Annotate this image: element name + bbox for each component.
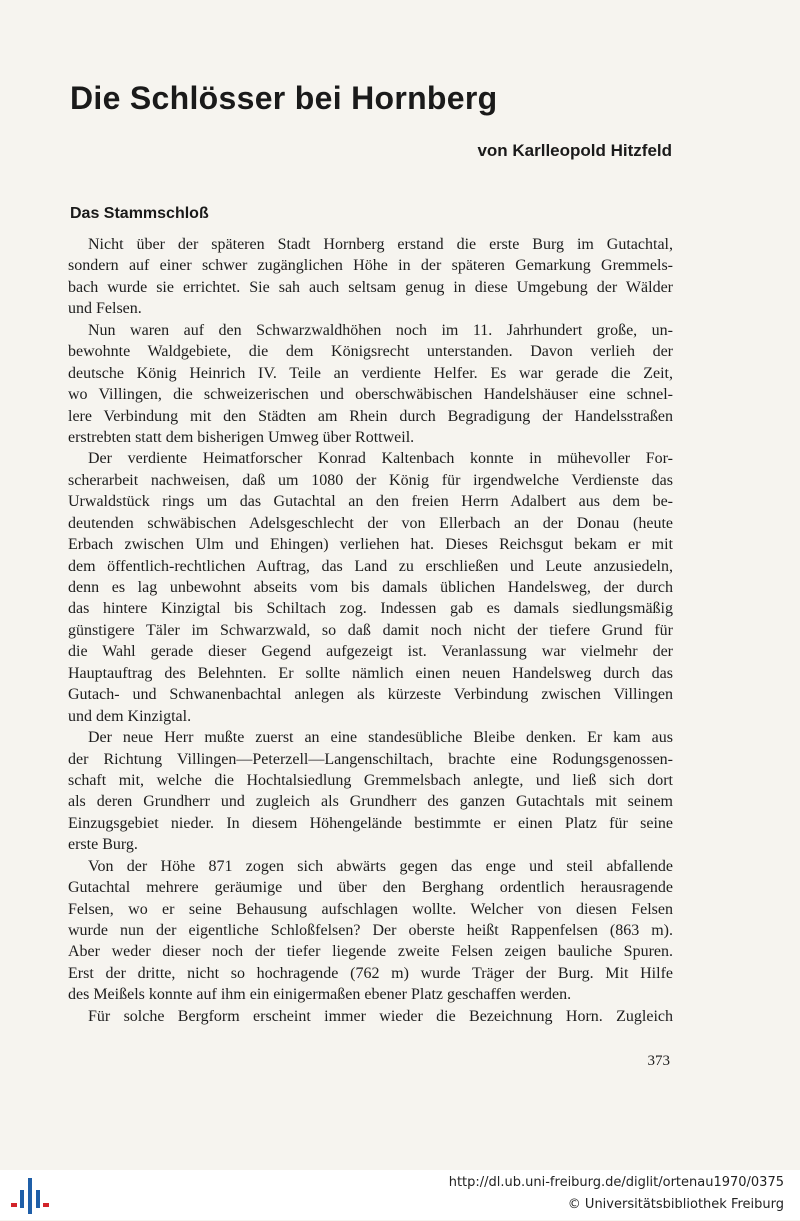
section-heading: Das Stammschloß bbox=[70, 205, 209, 222]
text-line: Für solche Bergform erscheint immer wieder die Bezeichnung Horn. Zugleich bbox=[88, 1007, 673, 1025]
text-line: bach wurde sie errichtet. Sie sah auch seltsam genug in diese Umgebung der Wälder bbox=[68, 278, 673, 296]
text-line: Felsen, wo er seine Behausung aufschlagen wollte. Welcher von diesen Felsen bbox=[68, 900, 673, 918]
text-line: wo Villingen, die schweizerischen und oberschwäbischen Handelshäuser eine schnel- bbox=[68, 386, 673, 404]
article-author: von Karlleopold Hitzfeld bbox=[477, 141, 672, 160]
text-line: wurde nun der eigentliche Schloßfelsen? Der oberste heißt Rappenfelsen (863 m). bbox=[68, 922, 673, 939]
text-line: Gutach- und Schwanenbachtal anlegen als kürzeste Verbindung zwischen Villingen bbox=[68, 686, 673, 704]
text-line: erstrebten statt dem bisherigen Umweg über Rottweil. bbox=[68, 428, 415, 446]
text-line: deutsche König Heinrich IV. Teile an verdiente Helfer. Es war gerade die Zeit, bbox=[68, 364, 673, 382]
text-line: deutenden schwäbischen Adelsgeschlecht der von Ellerbach an der Donau (heute bbox=[68, 514, 673, 532]
text-line: Hauptauftrag des Belehnten. Er sollte nämlich einen neuen Handelsweg durch das bbox=[68, 664, 673, 682]
copyright-notice: © Universitätsbibliothek Freiburg bbox=[567, 1197, 784, 1212]
article-title: Die Schlösser bei Hornberg bbox=[70, 80, 498, 116]
text-line: Aber weder dieser noch der tiefer liegende zweite Felsen zeigen bauliche Spuren. bbox=[68, 943, 673, 961]
text-line: als deren Grundherr und zugleich als Grundherr des ganzen Gutachtals mit seinem bbox=[68, 793, 673, 811]
text-line: Einzugsgebiet nieder. In diesem Höhengelände bestimmte er einen Platz für seine bbox=[68, 814, 673, 832]
text-line: denn es lag unbewohnt abseits vom bis damals üblichen Handelsweg, der durch bbox=[68, 579, 673, 596]
text-line: des Meißels konnte auf ihm ein einigermaßen ebener Platz geschaffen werden. bbox=[68, 986, 572, 1004]
text-line: Der verdiente Heimatforscher Konrad Kaltenbach konnte in mühevoller For- bbox=[88, 450, 673, 468]
text-line: scherarbeit nachweisen, daß um 1080 der König für irgendwelche Verdienste das bbox=[68, 471, 673, 489]
page-number: 373 bbox=[647, 1053, 670, 1069]
text-line: das hintere Kinzigtal bis Schiltach zog. Indessen gab es damals siedlungsmäßig bbox=[68, 600, 673, 618]
text-line: und dem Kinzigtal. bbox=[68, 707, 192, 725]
text-line: die Wahl gerade dieser Gegend aufgezeigt ist. Veranlassung war vielmehr der bbox=[68, 643, 673, 661]
text-line: dem öffentlich-rechtlichen Auftrag, das Land zu erschließen und Leute anzusiedeln, bbox=[68, 557, 673, 575]
text-line: sondern auf einer schwer zugänglichen Höhe in der späteren Gemarkung Gremmels- bbox=[68, 257, 673, 275]
source-url-link[interactable]: http://dl.ub.uni-freiburg.de/diglit/ortenau1970/0375 bbox=[448, 1175, 784, 1190]
text-line: Nun waren auf den Schwarzwaldhöhen noch im 11. Jahrhundert große, un- bbox=[88, 321, 673, 339]
text-line: Urwaldstück rings um das Gutachtal an den freien Herrn Adalbert aus dem be- bbox=[68, 493, 673, 511]
text-line: und Felsen. bbox=[68, 300, 142, 318]
footer-bar bbox=[0, 1170, 800, 1220]
text-line: günstigere Täler im Schwarzwald, so daß damit noch nicht der tiefere Grund für bbox=[68, 621, 673, 639]
text-line: Nicht über der späteren Stadt Hornberg erstand die erste Burg im Gutachtal, bbox=[88, 236, 673, 253]
text-line: lere Verbindung mit den Städten am Rhein durch Begradigung der Handelsstraßen bbox=[68, 407, 673, 425]
ub-freiburg-logo-icon[interactable] bbox=[10, 1176, 50, 1216]
text-line: der Richtung Villingen—Peterzell—Langenschiltach, brachte eine Rodungsgenossen- bbox=[68, 750, 673, 768]
text-line: Erbach zwischen Ulm und Ehingen) verliehen hat. Dieses Reichsgut bekam er mit bbox=[68, 536, 673, 554]
text-line: Von der Höhe 871 zogen sich abwärts gegen das enge und steil abfallende bbox=[88, 857, 673, 875]
text-line: Der neue Herr mußte zuerst an eine standesübliche Bleibe denken. Er kam aus bbox=[88, 729, 673, 747]
text-line: Erst der dritte, nicht so hochragende (762 m) wurde Träger der Burg. Mit Hilfe bbox=[68, 964, 673, 982]
text-line: erste Burg. bbox=[68, 836, 138, 854]
text-line: Gutachtal mehrere geräumige und über den Berghang ordentlich herausragende bbox=[68, 879, 673, 897]
article-body bbox=[68, 234, 673, 1027]
text-line: bewohnte Waldgebiete, die dem Königsrecht unterstanden. Davon verlieh der bbox=[68, 343, 673, 361]
text-line: schaft mit, welche die Hochtalsiedlung Gremmelsbach anlegte, und ließ sich dort bbox=[68, 771, 673, 789]
